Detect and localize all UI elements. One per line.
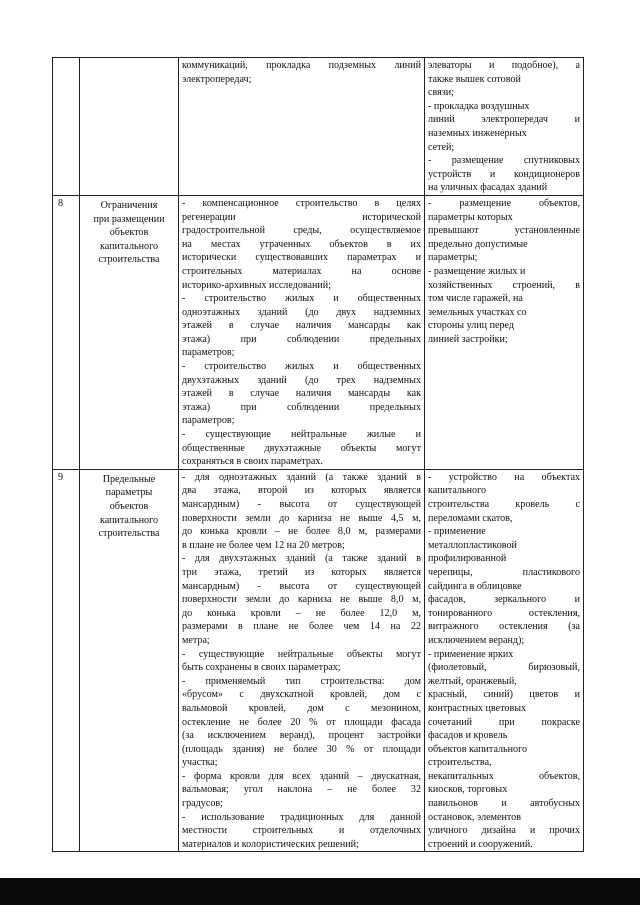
object-type-cell <box>80 58 179 196</box>
cell-line: исключением веранд); <box>428 634 525 646</box>
cell-line: параметры <box>105 487 153 499</box>
cell-line: уличного дизайна и прочих <box>428 825 580 837</box>
cell-line: параметры; <box>428 252 478 264</box>
cell-line: историко-архивных исследований; <box>182 279 332 291</box>
cell-line: два этажа, второй из которых является <box>182 485 421 497</box>
cell-line: общественные двухэтажные объекты могут <box>182 442 421 454</box>
cell-line: регенерации исторической <box>182 211 421 223</box>
cell-line: контрастных цветовых <box>428 702 527 714</box>
cell-line: мансардным) - высота от существующей <box>182 499 421 510</box>
cell-line: тонированного остекления, <box>428 607 580 619</box>
cell-line: линией застройки; <box>428 333 508 345</box>
cell-line: красный, синий) цветов и <box>428 689 580 701</box>
cell-line: одноэтажных зданий (до двух надземных <box>182 306 421 318</box>
cell-line: до конька кровли – не более 8,0 м, размерами <box>182 526 421 538</box>
cell-line: - размещение жилых и <box>428 265 526 277</box>
cell-line: строительства <box>98 528 160 540</box>
cell-line: капитального <box>99 514 159 526</box>
cell-line: «брусом» с двухскатной кровлей, дом с <box>182 689 421 701</box>
cell-line: - форма кровли для всех зданий – двускатная, <box>182 770 421 782</box>
cell-line: земельных участках со <box>428 306 527 318</box>
cell-line: павильонов и автобусных <box>428 798 580 810</box>
cell-line: этажей в случае наличия мансарды как <box>182 388 421 400</box>
cell-line: метра; <box>182 634 210 646</box>
cell-line: строительства <box>98 254 160 266</box>
cell-line: хозяйственных строений, в <box>428 279 580 291</box>
cell-line: линий электропередач и <box>428 114 580 126</box>
table-row <box>53 469 584 852</box>
cell-line: сайдинга в облицовке <box>428 580 522 592</box>
cell-line: желтый, оранжевый, <box>428 675 517 687</box>
cell-line: - существующие нейтральные объекты могут <box>182 648 421 660</box>
cell-line: - размещение спутниковых <box>428 155 580 167</box>
cell-line: мансардным) - высота от существующей <box>182 580 421 592</box>
cell-line: градостроительной среды, осуществляемое <box>182 225 421 237</box>
cell-line: вальмовая; угол наклона – не более 32 <box>182 784 421 796</box>
cell-line: параметров; <box>182 347 235 359</box>
cell-line: - прокладка воздушных <box>428 100 530 112</box>
cell-line: быть сохранены в своих параметрах; <box>182 662 341 674</box>
cell-line: превышают установленные <box>428 225 580 237</box>
cell-line: этажа) при соблюдении предельных <box>182 401 421 413</box>
cell-line: элеваторы и подобное), а <box>428 60 580 71</box>
allowed-cell <box>179 58 425 196</box>
regulations-table <box>52 57 584 852</box>
row-number <box>53 58 80 196</box>
cell-line: черепицы, пластикового <box>428 566 580 578</box>
scan-border <box>0 878 640 905</box>
cell-line: строений и сооружений. <box>428 838 533 850</box>
cell-line: этажей в случае наличия мансарды как <box>182 320 421 332</box>
row-number: 9 <box>53 469 80 852</box>
cell-line: строительства кровель с <box>428 499 580 510</box>
cell-line: - применяемый тип строительства: дом <box>182 675 421 687</box>
cell-line: объектов <box>109 501 149 512</box>
cell-line: при размещении <box>93 213 165 225</box>
cell-line: электропередач; <box>182 73 252 85</box>
cell-line: - компенсационное строительство в целях <box>182 197 421 209</box>
cell-line: фасадов, зеркального и <box>428 594 580 606</box>
cell-line: киосков, торговых <box>428 784 508 796</box>
cell-line: три этажа, третий из которых является <box>182 566 421 578</box>
cell-line: на уличных фасадах зданий <box>428 182 548 194</box>
cell-line: фасадов и кровель <box>428 730 508 742</box>
object-type-cell <box>80 195 179 469</box>
prohibited-cell <box>425 195 584 469</box>
cell-line: - существующие нейтральные жилые и <box>182 429 421 441</box>
cell-line: строительных материалах на основе <box>182 265 421 277</box>
cell-line: материалов и колористических решений; <box>182 838 359 850</box>
cell-line: также вышек сотовой <box>428 73 521 85</box>
cell-line: исторически существовавших параметрах и <box>182 252 421 264</box>
cell-line: градусов; <box>182 798 223 810</box>
cell-line: поверхности земли до карниза не выше 4,5 м, <box>182 512 421 524</box>
cell-line: капитального <box>99 240 159 252</box>
cell-line: остекление не более 20 % от площади фасада <box>182 716 421 728</box>
cell-line: участка; <box>182 757 218 769</box>
cell-line: (за исключением веранд), процент застройки <box>182 730 421 742</box>
cell-line: строительства, <box>428 757 492 769</box>
cell-line: сочетаний при покраске <box>428 716 580 728</box>
cell-line: наземных инженерных <box>428 127 527 139</box>
cell-line: - применение ярких <box>428 648 514 660</box>
cell-line: на местах утраченных объектов в их <box>182 238 421 250</box>
table-row <box>53 58 584 196</box>
cell-line: местности строительных и отделочных <box>182 825 421 837</box>
cell-line: сохраняться в своих параметрах. <box>182 456 323 468</box>
cell-line: - устройство на объектах <box>428 471 580 483</box>
cell-line: капитального <box>428 485 487 497</box>
cell-line: вальмовой кровлей, дом с мезонином, <box>182 702 421 714</box>
cell-line: Ограничения <box>100 199 158 211</box>
cell-line: - строительство жилых и общественных <box>182 293 421 305</box>
cell-line: до конька кровли – не более 12,0 м, <box>182 607 421 619</box>
cell-line: устройств и кондиционеров <box>428 168 580 180</box>
cell-line: (площадь здания) не более 30 % от площади <box>182 743 421 755</box>
cell-line: в плане не более чем 12 на 20 метров; <box>182 539 345 551</box>
cell-line: коммуникаций, прокладка подземных линий <box>182 60 421 71</box>
allowed-cell <box>179 195 425 469</box>
cell-line: объектов <box>109 227 149 239</box>
cell-line: - размещение объектов, <box>428 197 580 209</box>
cell-line: переломами скатов, <box>428 512 513 524</box>
cell-line: - для двухэтажных зданий (а также зданий в <box>182 553 421 565</box>
cell-line: этажа) при соблюдении предельных <box>182 333 421 345</box>
cell-line: остановок, элементов <box>428 811 521 823</box>
prohibited-cell <box>425 58 584 196</box>
cell-line: размерами в плане не более чем 14 на 22 <box>182 621 421 633</box>
cell-line: некапитальных объектов, <box>428 770 580 782</box>
cell-line: витражного остекления (за <box>428 621 580 633</box>
cell-line: - использование традиционных для данной <box>182 811 421 823</box>
cell-line: профилированной <box>428 553 507 565</box>
cell-line: сетей; <box>428 141 455 153</box>
cell-line: - для одноэтажных зданий (а также зданий в <box>182 471 421 483</box>
cell-line: стороны улиц перед <box>428 320 514 332</box>
cell-line: - применение <box>428 526 486 538</box>
cell-line: (фиолетовый, бирюзовый, <box>428 662 580 674</box>
cell-line: объектов капитального <box>428 743 528 755</box>
cell-line: связи; <box>428 87 454 99</box>
cell-line: металлопластиковой <box>428 539 517 551</box>
row-number: 8 <box>53 195 80 469</box>
allowed-cell <box>179 469 425 852</box>
cell-line: двухэтажных зданий (до трех надземных <box>182 374 421 386</box>
prohibited-cell <box>425 469 584 852</box>
cell-line: поверхности земли до карниза не выше 8,0 м, <box>182 594 421 606</box>
table-row <box>53 195 584 469</box>
cell-line: Предельные <box>102 473 156 485</box>
cell-line: параметров; <box>182 415 235 427</box>
cell-line: параметры которых <box>428 211 513 223</box>
object-type-cell <box>80 469 179 852</box>
cell-line: предельно допустимые <box>428 238 528 250</box>
cell-line: - строительство жилых и общественных <box>182 361 421 373</box>
cell-line: том числе гаражей, на <box>428 293 523 305</box>
